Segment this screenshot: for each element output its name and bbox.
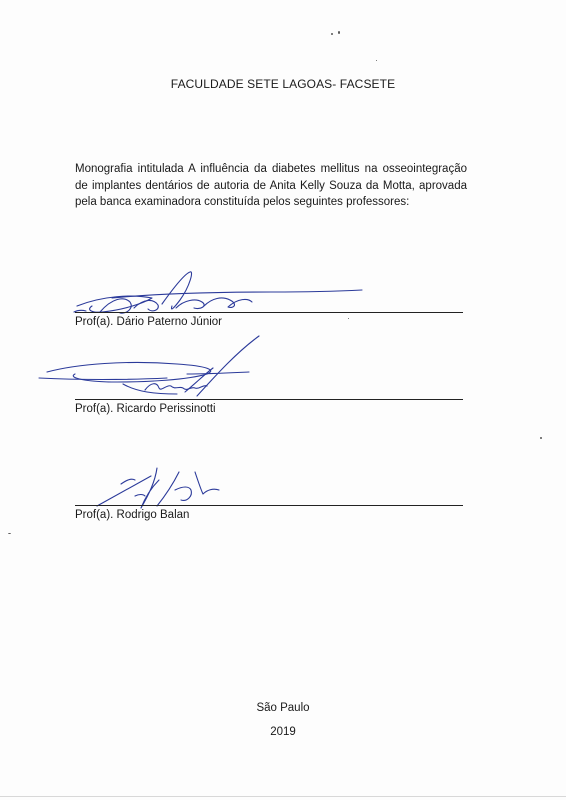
signature-block-3 xyxy=(75,460,465,530)
examiner-name: Prof(a). Rodrigo Balan xyxy=(75,509,190,521)
institution-title: FACULDADE SETE LAGOAS- FACSETE xyxy=(170,77,396,91)
approval-statement: Monografia intitulada A influência da diabetes mellitus na osseointegração de implantes dentários de autoria de Anita Kelly Souza da Motta, aprovada pela banca examinadora constituída pelos seguintes professores: xyxy=(75,163,467,208)
scan-speck xyxy=(331,33,333,35)
examiner-name: Prof(a). Dário Paterno Júnior xyxy=(75,316,223,328)
signature-block-1 xyxy=(75,268,465,338)
scan-speck xyxy=(338,31,340,34)
signature-block-2 xyxy=(75,338,465,423)
scan-speck xyxy=(540,437,542,439)
examiner-name: Prof(a). Ricardo Perissinotti xyxy=(75,403,216,415)
signature-line xyxy=(75,312,463,313)
scan-speck xyxy=(376,60,377,61)
signature-line xyxy=(75,399,463,400)
handwritten-signature xyxy=(37,334,267,409)
signature-line xyxy=(75,505,463,506)
year: 2019 xyxy=(270,726,296,738)
scan-speck xyxy=(8,533,11,534)
scan-bottom-edge xyxy=(0,796,566,797)
city-name: São Paulo xyxy=(256,702,310,714)
